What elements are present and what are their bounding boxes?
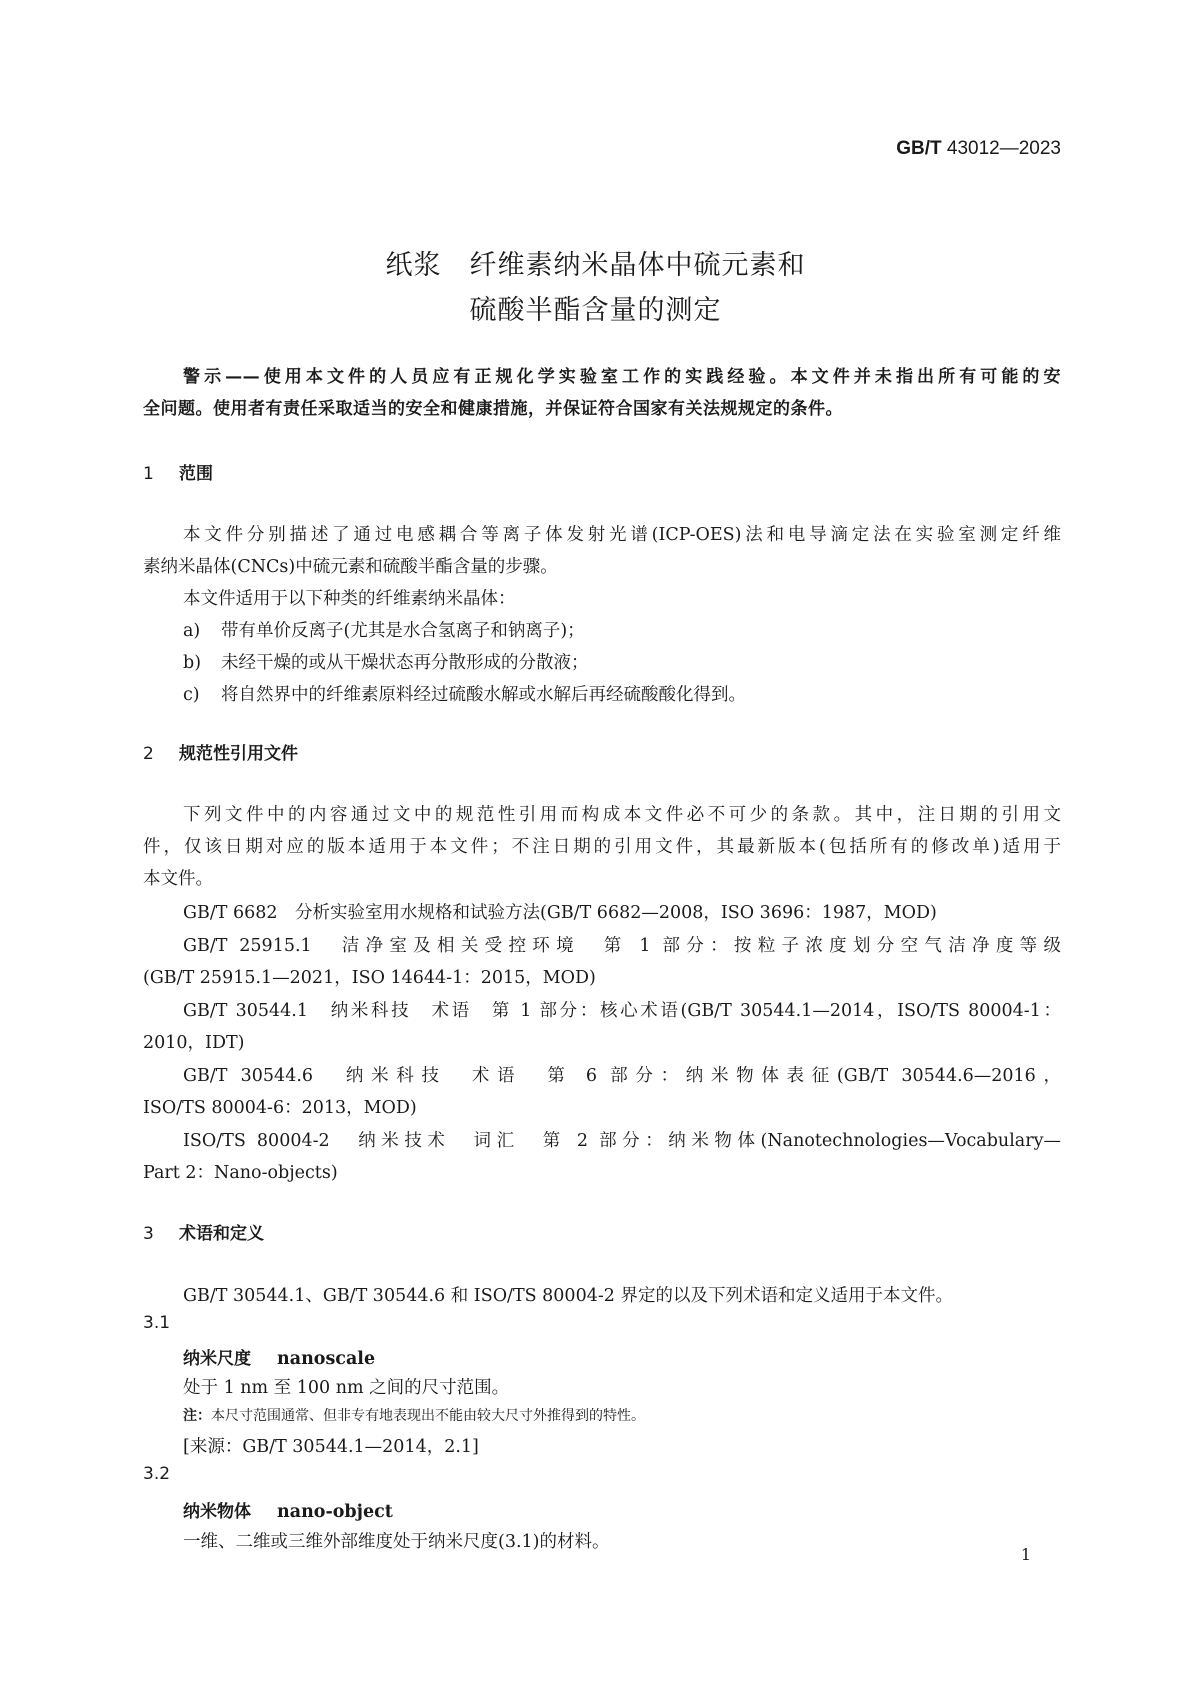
ref-gbt-30544-6-line-2: ISO/TS 80004-6：2013，MOD) [143, 1098, 417, 1118]
ref-gbt-30544-6-line-1: GB/T 30544.6 纳米科技 术语 第 6 部分：纳米物体表征(GB/T 30544.6—2016， [183, 1066, 1061, 1086]
refs-intro-line-2: 件，仅该日期对应的版本适用于本文件；不注日期的引用文件，其最新版本(包括所有的修改单)适用于 [143, 837, 1061, 857]
term-3-2-title [183, 1497, 393, 1522]
scope-para-2: 本文件适用于以下种类的纤维素纳米晶体： [183, 589, 516, 609]
section-1-number: 1 [143, 464, 154, 484]
term-3-1-source: [来源：GB/T 30544.1—2014，2.1] [183, 1437, 479, 1457]
page-number: 1 [1020, 1545, 1031, 1564]
standard-code [896, 138, 1061, 160]
warning-line-1: 警示——使用本文件的人员应有正规化学实验室工作的实践经验。本文件并未指出所有可能的安 [183, 367, 1061, 387]
ref-gbt-25915-line-2: (GB/T 25915.1—2021，ISO 14644-1：2015，MOD) [143, 968, 596, 988]
term-3-1-zh: 纳米尺度 [183, 1349, 251, 1369]
scope-item-b-label: b) [183, 653, 202, 673]
ref-gbt-30544-1-line-2: 2010，IDT) [143, 1033, 245, 1053]
section-3-title: 术语和定义 [179, 1224, 264, 1244]
section-1-heading [143, 459, 213, 484]
title-line-2: 硫酸半酯含量的测定 [469, 295, 722, 326]
section-2-number: 2 [143, 744, 154, 764]
term-3-1-note [183, 1405, 645, 1425]
ref-gbt-30544-1-line-1: GB/T 30544.1 纳米科技 术语 第 1 部分：核心术语(GB/T 30544.1—2014，ISO/TS 80004-1： [183, 1001, 1061, 1021]
term-3-2-en: nano-object [277, 1502, 393, 1522]
term-3-1-title [183, 1344, 375, 1369]
refs-intro-line-3: 本文件。 [143, 869, 213, 889]
title-line-1: 纸浆 纤维素纳米晶体中硫元素和 [385, 250, 806, 281]
scope-item-c-text: 将自然界中的纤维素原料经过硫酸水解或水解后再经硫酸酸化得到。 [221, 685, 746, 705]
term-3-2-number: 3.2 [143, 1464, 171, 1484]
term-3-2-definition: 一维、二维或三维外部维度处于纳米尺度(3.1)的材料。 [183, 1532, 610, 1552]
scope-item-a-label: a) [183, 621, 201, 641]
term-3-1-definition: 处于 1 nm 至 100 nm 之间的尺寸范围。 [183, 1378, 510, 1398]
term-3-1-note-label: 注： [183, 1408, 211, 1424]
terms-intro: GB/T 30544.1、GB/T 30544.6 和 ISO/TS 80004-2 界定的以及下列术语和定义适用于本文件。 [183, 1286, 953, 1306]
scope-item-a-text: 带有单价反离子(尤其是水合氢离子和钠离子)； [221, 621, 585, 641]
scope-item-c-label: c) [183, 685, 200, 705]
scope-para-1-line-2: 素纳米晶体(CNCs)中硫元素和硫酸半酯含量的步骤。 [143, 557, 558, 577]
refs-intro-line-1: 下列文件中的内容通过文中的规范性引用而构成本文件必不可少的条款。其中，注日期的引用文 [183, 805, 1061, 825]
scope-item-c [183, 681, 746, 706]
ref-gbt-6682: GB/T 6682 分析实验室用水规格和试验方法(GB/T 6682—2008，ISO 3696：1987，MOD) [183, 903, 937, 923]
scope-para-1-line-1: 本文件分别描述了通过电感耦合等离子体发射光谱(ICP-OES)法和电导滴定法在实验室测定纤维 [183, 525, 1061, 545]
scope-item-b [183, 649, 589, 674]
ref-iso-80004-2-line-1: ISO/TS 80004-2 纳米技术 词汇 第 2 部分：纳米物体(Nanotechnologies—Vocabulary— [183, 1131, 1061, 1151]
section-1-title: 范围 [179, 464, 213, 484]
term-3-1-en: nanoscale [277, 1349, 376, 1369]
term-3-1-note-text: 本尺寸范围通常、但非专有地表现出不能由较大尺寸外推得到的特性。 [211, 1408, 645, 1424]
scope-item-a [183, 617, 585, 642]
section-3-heading [143, 1219, 264, 1244]
ref-gbt-25915-line-1: GB/T 25915.1 洁净室及相关受控环境 第 1 部分：按粒子浓度划分空气洁净度等级 [183, 936, 1061, 956]
section-3-number: 3 [143, 1224, 154, 1244]
standard-code-number: 43012—2023 [946, 138, 1061, 159]
term-3-2-zh: 纳米物体 [183, 1502, 251, 1522]
section-2-title: 规范性引用文件 [179, 744, 298, 764]
term-3-1-number: 3.1 [143, 1313, 171, 1333]
scope-item-b-text: 未经干燥的或从干燥状态再分散形成的分散液； [221, 653, 589, 673]
warning-line-2: 全问题。使用者有责任采取适当的安全和健康措施，并保证符合国家有关法规规定的条件。 [143, 399, 843, 419]
ref-iso-80004-2-line-2: Part 2：Nano-objects) [143, 1163, 338, 1183]
standard-code-prefix: GB/T [896, 138, 942, 159]
section-2-heading [143, 739, 298, 764]
